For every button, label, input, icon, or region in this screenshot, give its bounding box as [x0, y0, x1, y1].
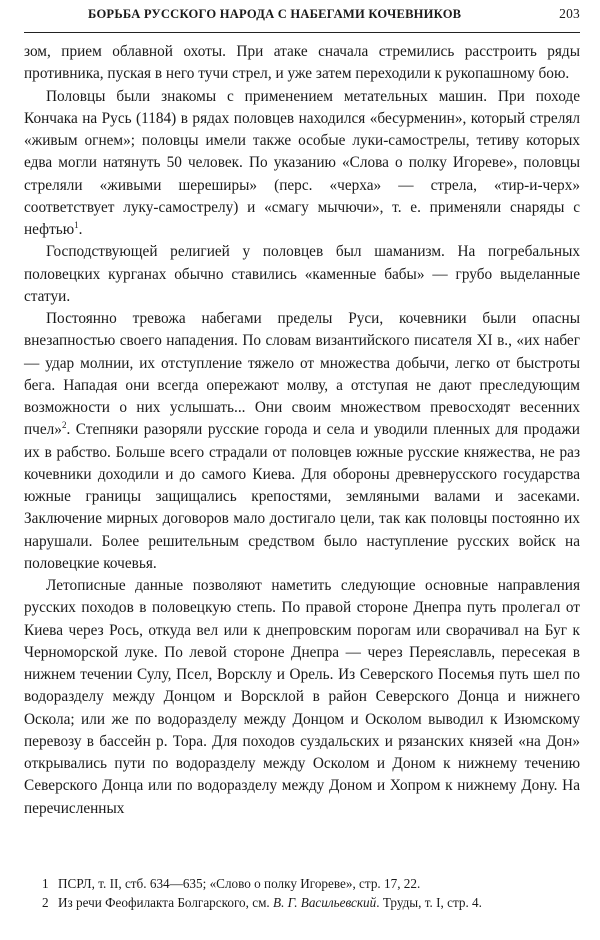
paragraph-3: Господствующей религией у половцев был шаманизм. На погребальных половецких курганах обычно ставились «каменные бабы» — грубо выделанные статуи.: [24, 243, 580, 305]
paragraph-2: Половцы были знакомы с применением метательных машин. При походе Кончака на Русь (1184) в рядах половцев находился «бесурменин», который стрелял «живым огнем»; половцы имели также особые луки-самострелы, тетиву которых едва могли натянуть 50 человек. По указанию «Слова о полку Игореве», половцы стреляли «живыми шереширы» (перс. «черха» — стрела, «тир-и-черх» соответствует луку-самострелу) и «смагу мычючи», т. е. применяли снаряды с нефтью$^1$.: [24, 87, 580, 238]
footnote-ref-1[interactable]: 1: [74, 219, 79, 230]
paragraph-5: Летописные данные позволяют наметить следующие основные направления русских походов в половецкую степь. По правой стороне Днепра путь пролегал от Киева через Рось, откуда вел или к днепровским порогам или сворачивал на Буг к Черноморской луке. По левой стороне Днепра — через Переяславль, пересекая в нижнем течении Сулу, Псел, Ворсклу и Орель. Из Северского Посемья путь шел по водоразделу между Донцом и Ворсклой в район Северского Донца и нижнего Оскола; или же по водоразделу между Донцом и Осколом выводил к Изюмскому перевозу в бассейн р. Тора. Для походов суздальских и рязанских князей «на Дон» открывались пути по водоразделу между Осколом и Доном к нижнему течению Северского Донца или по водоразделу между Доном и Хопром к нижнему Дону. На перечисленных: [24, 577, 580, 817]
footnote-ref-2[interactable]: 2: [61, 420, 67, 431]
footnote-1: 1 ПСРЛ, т. II, стб. 634—635; «Слово о полку Игореве», стр. 17, 22.: [42, 876, 421, 891]
book-page: [24, 6, 580, 934]
footnote-number: 2: [42, 895, 49, 910]
footnote-number: 1: [42, 876, 49, 891]
running-head-title: БОРЬБА РУССКОГО НАРОДА С НАБЕГАМИ КОЧЕВНИКОВ: [88, 7, 462, 21]
footnotes: [24, 874, 580, 912]
paragraph-4: Постоянно тревожа набегами пределы Руси, кочевники были опасны внезапностью своего нападения. По словам византийского писателя XI в., «их набег — удар молнии, их отступление тяжело от множества добычи, легко от быстроты бега. Нападая они всегда опережают молву, а отступая не дают преследующим возможности о них услышать... Они своим множеством превосходят весенних пчел»$^2$. Степняки разоряли русские города и села и уводили пленных для продажи их в рабство. Больше всего страдали от половцев южные русские княжества, не раз кочевники доходили и до самого Киева. Для обороны древнерусского государства южные границы защищались крепостями, земляными валами и засеками. Заключение мирных договоров мало достигало цели, так как половцы постоянно их нарушали. Более решительным средством было наступление русских войск на половецкие кочевья.: [24, 310, 580, 572]
running-head: [24, 6, 580, 33]
footnote-2: 2 Из речи Феофилакта Болгарского, см. В. Г. Васильевский. Труды, т. I, стр. 4.: [42, 895, 482, 910]
page-number: 203: [559, 6, 580, 21]
footnote-author: В. Г. Васильевский: [273, 895, 377, 910]
body-text: [24, 41, 580, 820]
paragraph-1: зом, прием облавной охоты. При атаке сначала стремились расстроить ряды противника, пуская в него тучи стрел, и уже затем переходили к рукопашному бою.: [24, 43, 580, 83]
